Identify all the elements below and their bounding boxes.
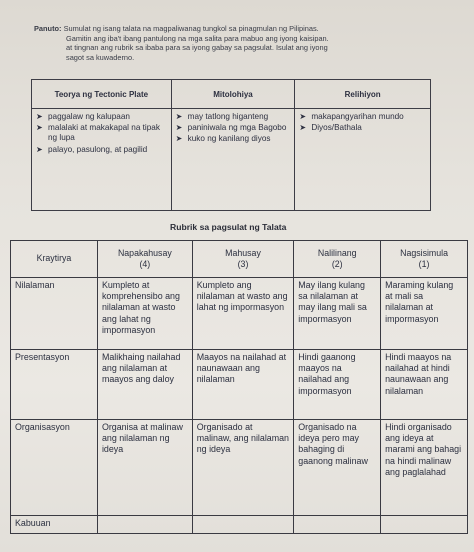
list-item: ➤ may tatlong higanteng xyxy=(175,112,269,121)
instructions-line-2: Gamitin ang iba't ibang pantulong na mga salita para mabuo ang iyong kaisipan. xyxy=(66,33,329,43)
arrow-bullet-icon: ➤ xyxy=(36,112,43,121)
arrow-bullet-icon: ➤ xyxy=(175,112,183,121)
rubric-cell: Hindi organisado ang ideya at marami ang bahagi na hindi malinaw ang paglalahad xyxy=(381,420,468,516)
theories-header-tectonic: Teorya ng Tectonic Plate xyxy=(32,80,172,109)
rubric-header-napakahusay: Napakahusay (4) xyxy=(97,241,192,278)
list-item: ➤ paniniwala ng mga Bagobo xyxy=(175,123,287,133)
rubric-table xyxy=(10,240,468,534)
rubric-cell: Hindi maayos na nailahad at hindi naunawaan ang nilalaman xyxy=(381,350,468,420)
rubric-header-nagsisimula: Nagsisimula (1) xyxy=(381,241,468,278)
instructions-line-3: at tingnan ang rubrik sa ibaba para sa iyong gabay sa pagsulat. Isulat ang iyong xyxy=(66,43,328,53)
list-item: ➤ paggalaw ng kalupaan xyxy=(36,112,130,121)
rubric-criteria-organisasyon: Organisasyon xyxy=(11,420,98,516)
rubric-cell xyxy=(381,516,468,534)
rubric-cell: Hindi gaanong maayos na nailahad ang impormasyon xyxy=(294,350,381,420)
list-item: ➤ makapangyarihan mundo xyxy=(299,112,404,121)
rubric-cell xyxy=(192,516,294,534)
rubric-cell: Organisado na ideya pero may bahaging di gaanong malinaw xyxy=(294,420,381,516)
rubric-cell xyxy=(294,516,381,534)
table-row xyxy=(11,278,468,350)
arrow-bullet-icon: ➤ xyxy=(299,112,307,121)
theories-header-mitolohiya: Mitolohiya xyxy=(171,80,295,109)
theories-table xyxy=(31,79,431,211)
rubric-cell: Maraming kulang at mali sa nilalaman at impormasyon xyxy=(381,278,468,350)
rubric-criteria-presentasyon: Presentasyon xyxy=(11,350,98,420)
instructions-label: Panuto: xyxy=(34,24,62,33)
list-item: ➤ malalaki at makakapal na tipak ng lupa xyxy=(36,123,160,143)
instructions xyxy=(34,24,454,62)
theories-cell-relihiyon xyxy=(295,109,431,211)
rubric-header-row xyxy=(11,241,468,278)
rubric-cell: May ilang kulang sa nilalaman at may ilang mali sa impormasyon xyxy=(294,278,381,350)
list-item: ➤ Diyos/Bathala xyxy=(299,123,362,133)
instructions-line-1: Sumulat ng isang talata na magpaliwanag tungkol sa pinagmulan ng Pilipinas. xyxy=(63,24,319,33)
rubric-criteria-nilalaman: Nilalaman xyxy=(11,278,98,350)
rubric-cell: Organisa at malinaw ang nilalaman ng ideya xyxy=(97,420,192,516)
list-item: ➤ kuko ng kanilang diyos xyxy=(175,134,271,144)
table-row xyxy=(11,516,468,534)
table-row xyxy=(11,420,468,516)
rubric-cell: Maayos na nailahad at naunawaan ang nilalaman xyxy=(192,350,294,420)
rubric-header-kraytirya: Kraytirya xyxy=(11,241,98,278)
theories-header-relihiyon: Relihiyon xyxy=(295,80,431,109)
instructions-line-4: sagot sa kuwaderno. xyxy=(66,52,135,62)
rubric-header-nalilinang: Nalilinang (2) xyxy=(294,241,381,278)
rubric-criteria-kabuuan: Kabuuan xyxy=(11,516,98,534)
theories-cell-mitolohiya xyxy=(171,109,295,211)
rubric-title: Rubrik sa pagsulat ng Talata xyxy=(170,222,287,232)
rubric-cell xyxy=(97,516,192,534)
table-row xyxy=(11,350,468,420)
rubric-cell: Malikhaing nailahad ang nilalaman at maayos ang daloy xyxy=(97,350,192,420)
rubric-cell: Kumpleto at komprehensibo ang nilalaman at wasto ang lahat ng impormasyon xyxy=(97,278,192,350)
theories-cell-tectonic xyxy=(32,109,172,211)
arrow-bullet-icon: ➤ xyxy=(36,123,43,133)
arrow-bullet-icon: ➤ xyxy=(175,123,183,133)
rubric-header-mahusay: Mahusay (3) xyxy=(192,241,294,278)
rubric-cell: Kumpleto ang nilalaman at wasto ang lahat ng impormasyon xyxy=(192,278,294,350)
arrow-bullet-icon: ➤ xyxy=(299,123,307,133)
rubric-cell: Organisado at malinaw, ang nilalaman ng ideya xyxy=(192,420,294,516)
arrow-bullet-icon: ➤ xyxy=(36,144,43,154)
arrow-bullet-icon: ➤ xyxy=(175,134,183,144)
list-item: ➤ palayo, pasulong, at pagilid xyxy=(36,144,148,154)
